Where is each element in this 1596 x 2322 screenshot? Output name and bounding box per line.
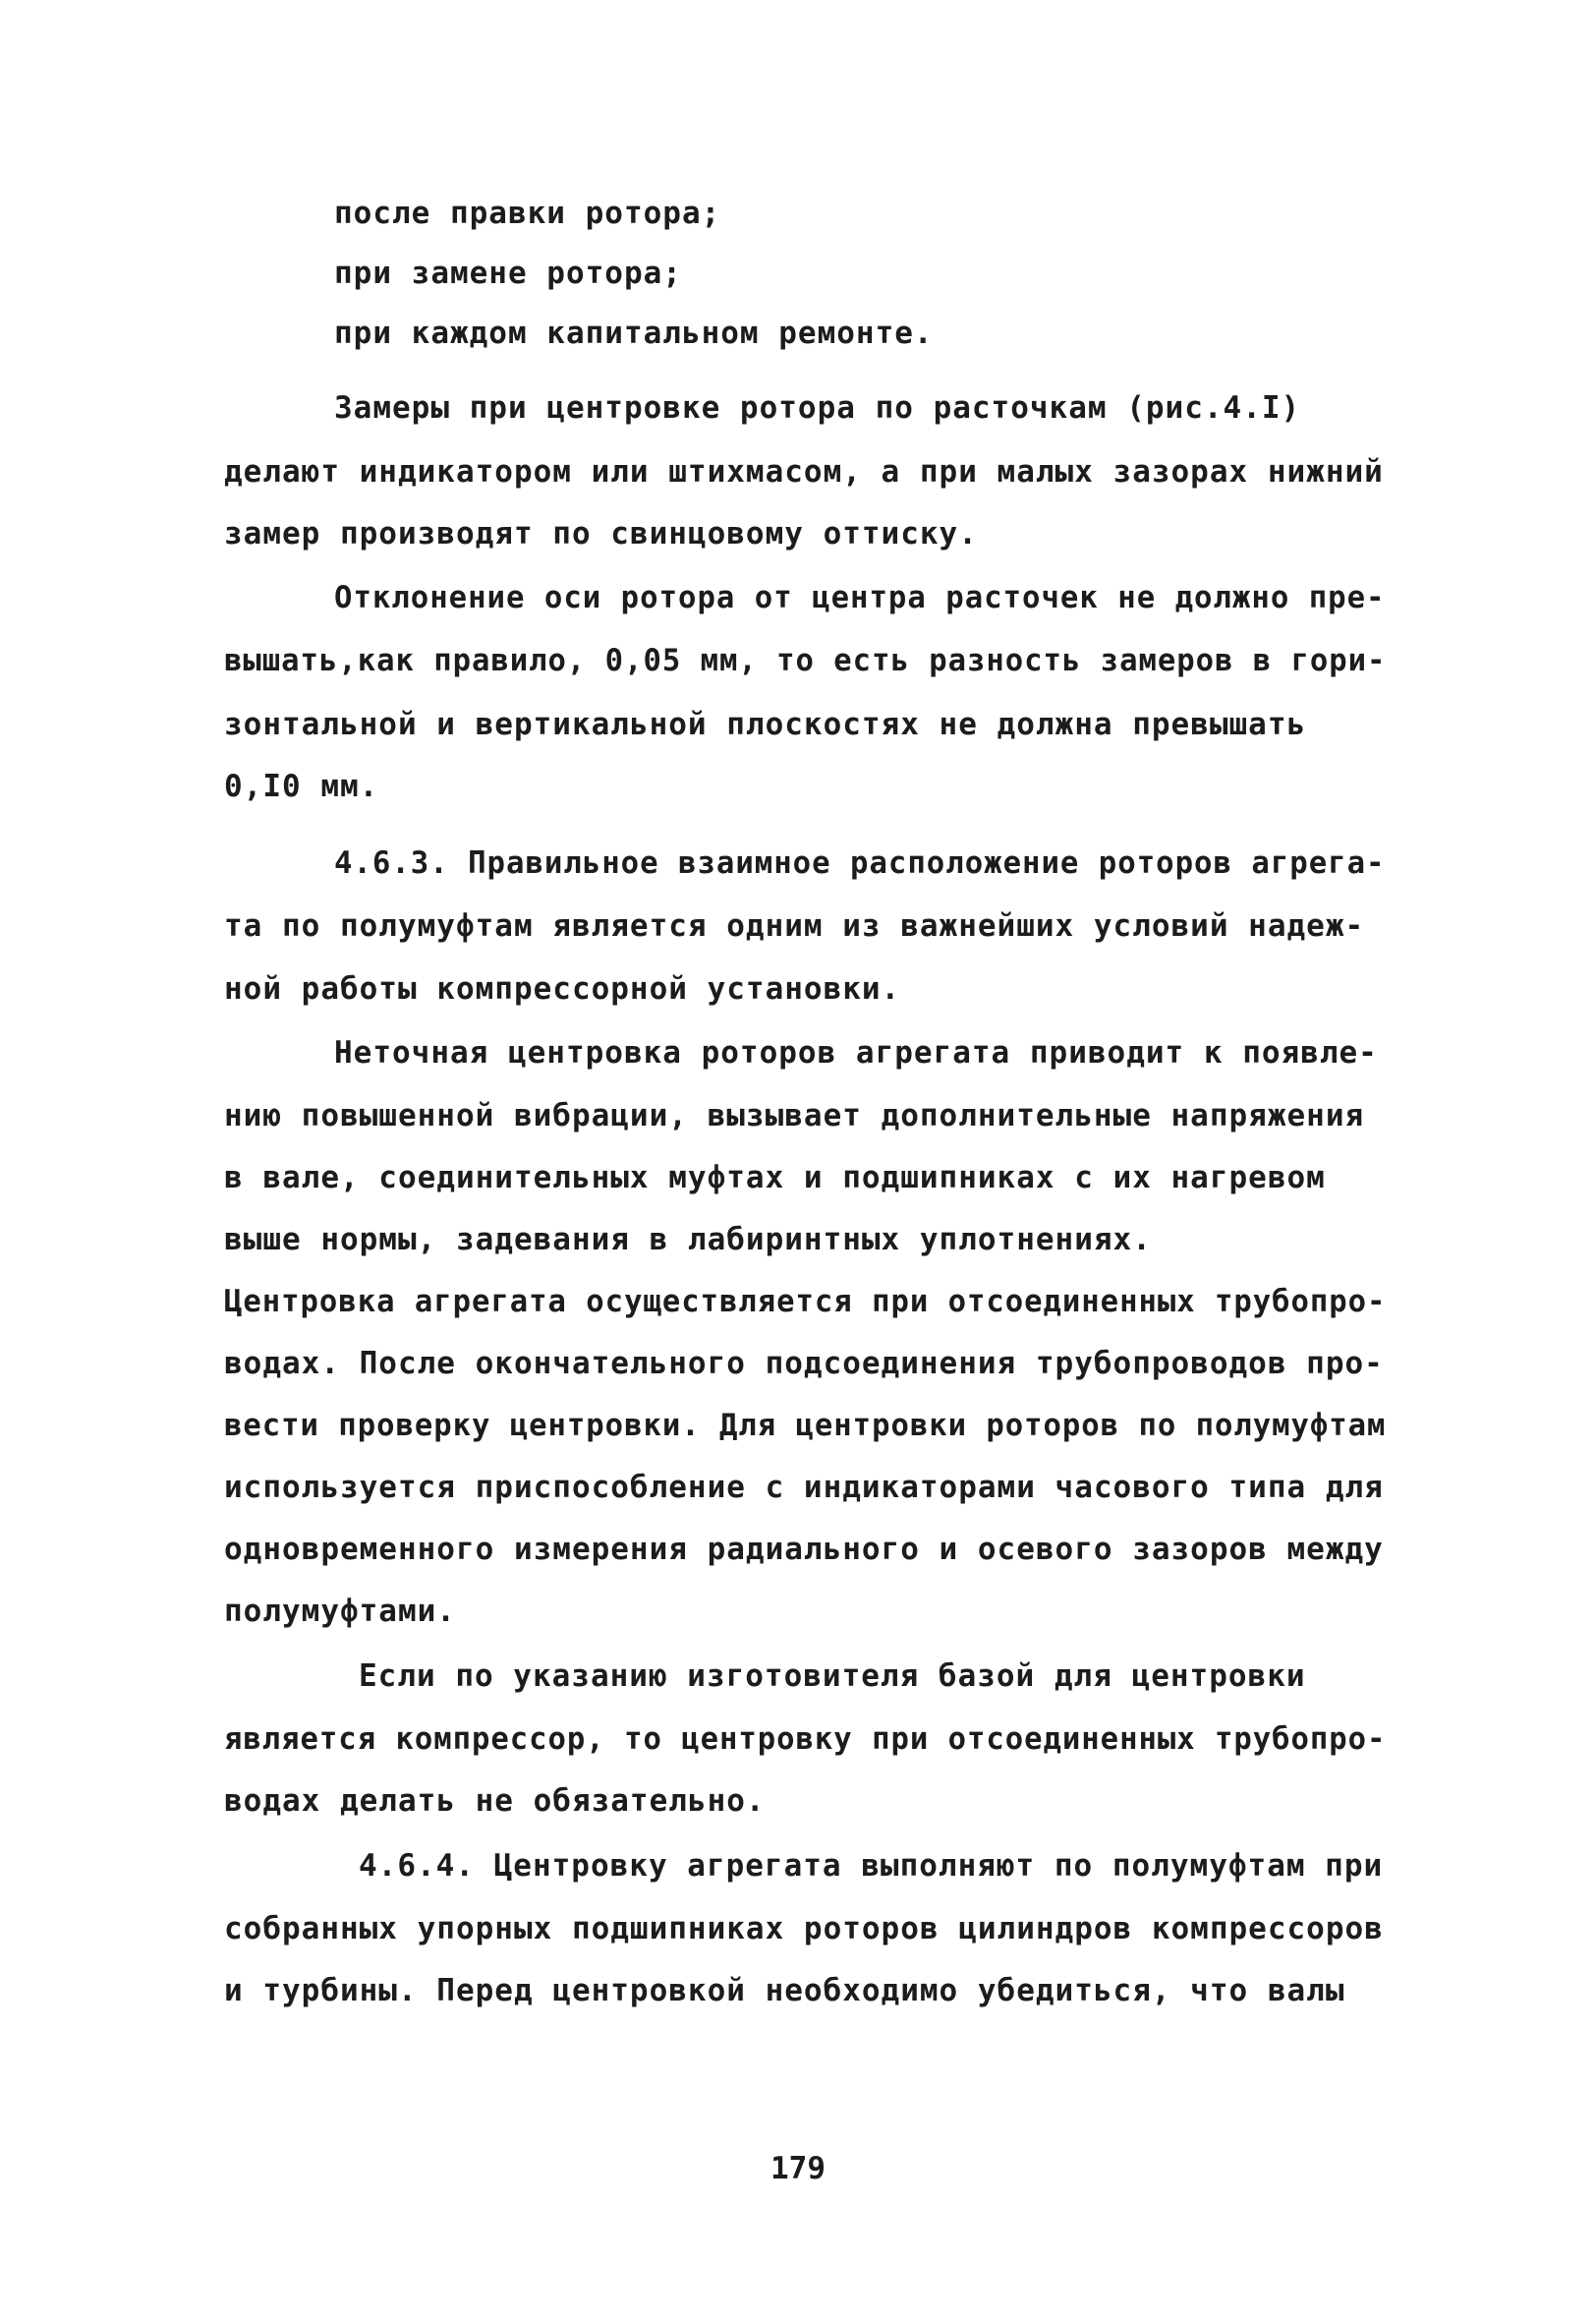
text-line: при замене ротора; bbox=[334, 256, 682, 291]
text-line: 4.6.3. Правильное взаимное расположение роторов агрега- bbox=[334, 845, 1386, 881]
text-line: вышать,как правило, 0,05 мм, то есть разность замеров в гори- bbox=[224, 643, 1387, 678]
text-line: при каждом капитальном ремонте. bbox=[334, 316, 934, 351]
text-line: водах делать не обязательно. bbox=[224, 1783, 766, 1819]
text-line: и турбины. Перед центровкой необходимо убедиться, что валы bbox=[224, 1973, 1345, 2008]
text-line: Замеры при центровке ротора по расточкам (рис.4.I) bbox=[334, 390, 1301, 426]
text-line: одновременного измерения радиального и осевого зазоров между bbox=[224, 1532, 1384, 1567]
text-line: та по полумуфтам является одним из важнейших условий надеж- bbox=[224, 908, 1365, 944]
text-line: вести проверку центровки. Для центровки роторов по полумуфтам bbox=[224, 1408, 1387, 1443]
text-line: нию повышенной вибрации, вызывает дополнительные напряжения bbox=[224, 1098, 1365, 1133]
text-line: ной работы компрессорной установки. bbox=[224, 971, 901, 1007]
text-line: замер производят по свинцовому оттиску. bbox=[224, 516, 978, 551]
text-line: Отклонение оси ротора от центра расточек не должно пре- bbox=[334, 580, 1386, 615]
page-number: 179 bbox=[770, 2151, 826, 2186]
text-line: после правки ротора; bbox=[334, 196, 721, 231]
text-line: Центровка агрегата осуществляется при отсоединенных трубопро- bbox=[224, 1284, 1387, 1319]
text-line: используется приспособление с индикаторами часового типа для bbox=[224, 1470, 1384, 1505]
text-line: Неточная центровка роторов агрегата приводит к появле- bbox=[334, 1035, 1378, 1071]
text-line: Если по указанию изготовителя базой для центровки bbox=[359, 1658, 1306, 1694]
text-line: 4.6.4. Центровку агрегата выполняют по полумуфтам при bbox=[359, 1848, 1384, 1884]
text-line: зонтальной и вертикальной плоскостях не должна превышать bbox=[224, 707, 1307, 742]
text-line: в вале, соединительных муфтах и подшипниках с их нагревом bbox=[224, 1160, 1326, 1195]
text-line: 0,I0 мм. bbox=[224, 769, 379, 804]
text-line: выше нормы, задевания в лабиринтных уплотнениях. bbox=[224, 1222, 1152, 1257]
text-line: полумуфтами. bbox=[224, 1594, 456, 1629]
text-line: является компрессор, то центровку при отсоединенных трубопро- bbox=[224, 1721, 1387, 1757]
text-line: делают индикатором или штихмасом, а при малых зазорах нижний bbox=[224, 454, 1384, 490]
text-line: собранных упорных подшипниках роторов цилиндров компрессоров bbox=[224, 1911, 1384, 1946]
text-line: водах. После окончательного подсоединения трубопроводов про- bbox=[224, 1346, 1384, 1381]
